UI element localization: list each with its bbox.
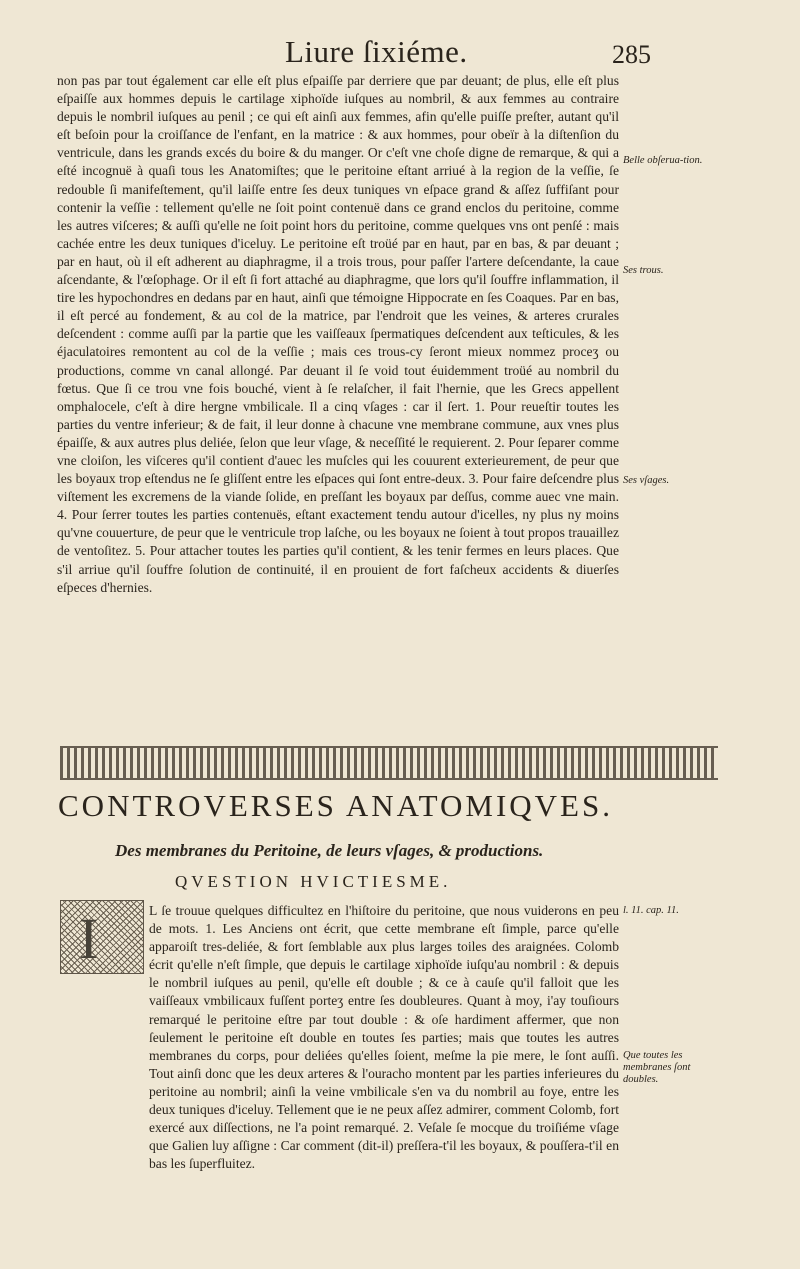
- section-subtitle: Des membranes du Peritoine, de leurs vſages, & productions.: [115, 841, 544, 860]
- running-title: Liure ſixiéme.: [285, 34, 468, 69]
- margin-note-membranes: Que toutes les membranes ſont doubles.: [623, 1050, 691, 1085]
- margin-note-holes: Ses trous.: [623, 265, 664, 276]
- margin-note-uses: Ses vſages.: [623, 475, 670, 486]
- body-text-section-2: [57, 902, 619, 1173]
- margin-note-reference: l. 11. cap. 11.: [623, 905, 679, 916]
- paragraph-1: non pas par tout également car elle eſt plus eſpaiſſe par derriere que par deuant; de plus, elle eſt plus eſpaiſſe aux hommes depuis le cartilage xiphoïde iuſques au nombril, & aux femmes au contraire depuis le nombril iuſques au penil ; ce qui eſt ainſi aux femmes, afin qu'elle puiſſe preſter, autant qu'il eſt beſoin pour la croiſſance de l'enfant, en la matrice : & aux hommes, pour obeïr à la diſtenſion du ventricule, dans les grands excés du boire & du manger. Or c'eſt vne choſe digne de remarque, & qui a eſté incognuë à quaſi tous les Anatomiſtes; que le peritoine eſtant arriué à la region de la veſſie, ſe redouble ſi manifeſtement, qu'il laiſſe entre ſes deux tuniques vn eſpace grand & aſſez ſuffiſant pour contenir la veſſie : tellement qu'elle ne ſoit point contenuë dans ce grand enclos du peritoine, comme les autres viſceres; & auſſi qu'elle ne ſoit point hors du peritoine, comme quelques vns ont penſé : mais cachée entre les deux tuniques d'iceluy. Le peritoine eſt troüé par en haut, par en bas, & par deuant ; par en haut, où il eſt adherent au diaphragme, il a trois trous, pour paſſer l'artere deſcendante, la caue aſcendante, & l'œſophage. Or il eſt ſi fort attaché au diaphragme, que lors qu'il ſouffre inflammation, il tire les hypochondres en dedans par en haut, ainſi que témoigne Hippocrate en ſes Coaques. Par en bas, il eſt percé au fondement, & au col de la matrice, par l'endroit que les veines, & arteres crurales deſcendent : comme auſſi par la partie que les vaiſſeaux ſpermatiques deſcendent aux teſticules, & les éjaculatoires remontent au col de la veſſie ; mais ces trous-cy ſeront mieux nommez proceʒ ou productions, comme vn canal allongé. Par deuant il ſe void tout éuidemment troüé au nombril du fœtus. Que ſi ce trou vne fois bouché, vient à ſe relaſcher, il fait l'hernie, que les Grecs appellent omphalocele, c'eſt à dire hergne vmbilicale. Il a cinq vſages : car il ſert. 1. Pour reueſtir toutes les parties du ventre inferieur; & de fait, il leur donne à chacune vne membrane commune, aux vnes plus épaiſſe, & aux autres plus deliée, ſelon que leur vſage, & neceſſité le requierent. 2. Pour ſeparer comme vne cloiſon, les viſceres qu'il contient d'auec les muſcles qui les couurent exterieurement, de peur que les boyaux trop eſtendus ne ſe gliſſent entre les eſpaces qui ſont entre-deux. 3. Pour faire deſcendre plus viſtement les excremens de la viande ſolide, en preſſant les boyaux par deſſus, comme auec vne main. 4. Pour ſerrer toutes les parties contenuës, eſtant exactement tendu autour d'icelles, ny plus ny moins qu'vne couuerture, de peur que le ventricule trop laſche, ou les boyaux ne ſoient à tout propos trauaillez de ventoſitez. 5. Pour attacher toutes les parties qu'il contient, & les tenir fermes en leurs places. Que s'il arriue qu'il ſouffre ſolution de continuité, il en prouient de fort faſcheux accidents & diuerſes eſpeces d'hernies.: [57, 73, 619, 595]
- drop-cap-letter: I: [79, 906, 99, 971]
- page-header: [0, 34, 800, 74]
- question-heading: QVESTION HVICTIESME.: [175, 872, 452, 891]
- section-title: CONTROVERSES ANATOMIQVES.: [58, 788, 613, 823]
- ornamental-border: [60, 746, 718, 780]
- margin-note-observation: Belle obſerua-tion.: [623, 155, 703, 166]
- paragraph-2: L ſe trouue quelques difficultez en l'hiſtoire du peritoine, que nous vuiderons en peu de mots. 1. Les Anciens ont écrit, que cette membrane eſt ſimple, parce qu'elle apparoiſt tres-deliée, & fort ſemblable aux plus larges toiles des araignées. Colomb écrit qu'elle n'eſt ſimple, que depuis le cartilage xiphoïde iuſqu'au nombril : & depuis le nombril iuſques au penil, qu'elle eſt double ; & ce à cauſe qu'il falloit que les vaiſſeaux vmbilicaux fuſſent porteʒ entre ſes doubleures. Quant à moy, i'ay touſiours remarqué le peritoine eſtre par tout double : & oſe hardiment affermer, que non ſeulement le peritoine eſt double en toutes ſes parties; mais que toutes les autres membranes du corps, pour deliées qu'elles ſoient, meſme la pie mere, le ſont auſſi. Tout ainſi donc que les deux arteres & l'ouracho montent par les parties inferieures du peritoine au nombril; ainſi la veine vmbilicale s'en va du nombril au foye, entre les deux tuniques d'iceluy. Tellement que ie ne peux aſſez admirer, comment Colomb, fort exercé aux diſſections, ne l'a point remarqué. 2. Veſale ſe mocque du troiſiéme vſage que Galien luy aſſigne : Car comment (dit-il) preſſera-t'il les boyaux, & pouſſera-t'il en bas les ſuperfluitez.: [149, 903, 619, 1172]
- page-number: 285: [612, 40, 651, 69]
- body-text-section-1: [57, 72, 619, 597]
